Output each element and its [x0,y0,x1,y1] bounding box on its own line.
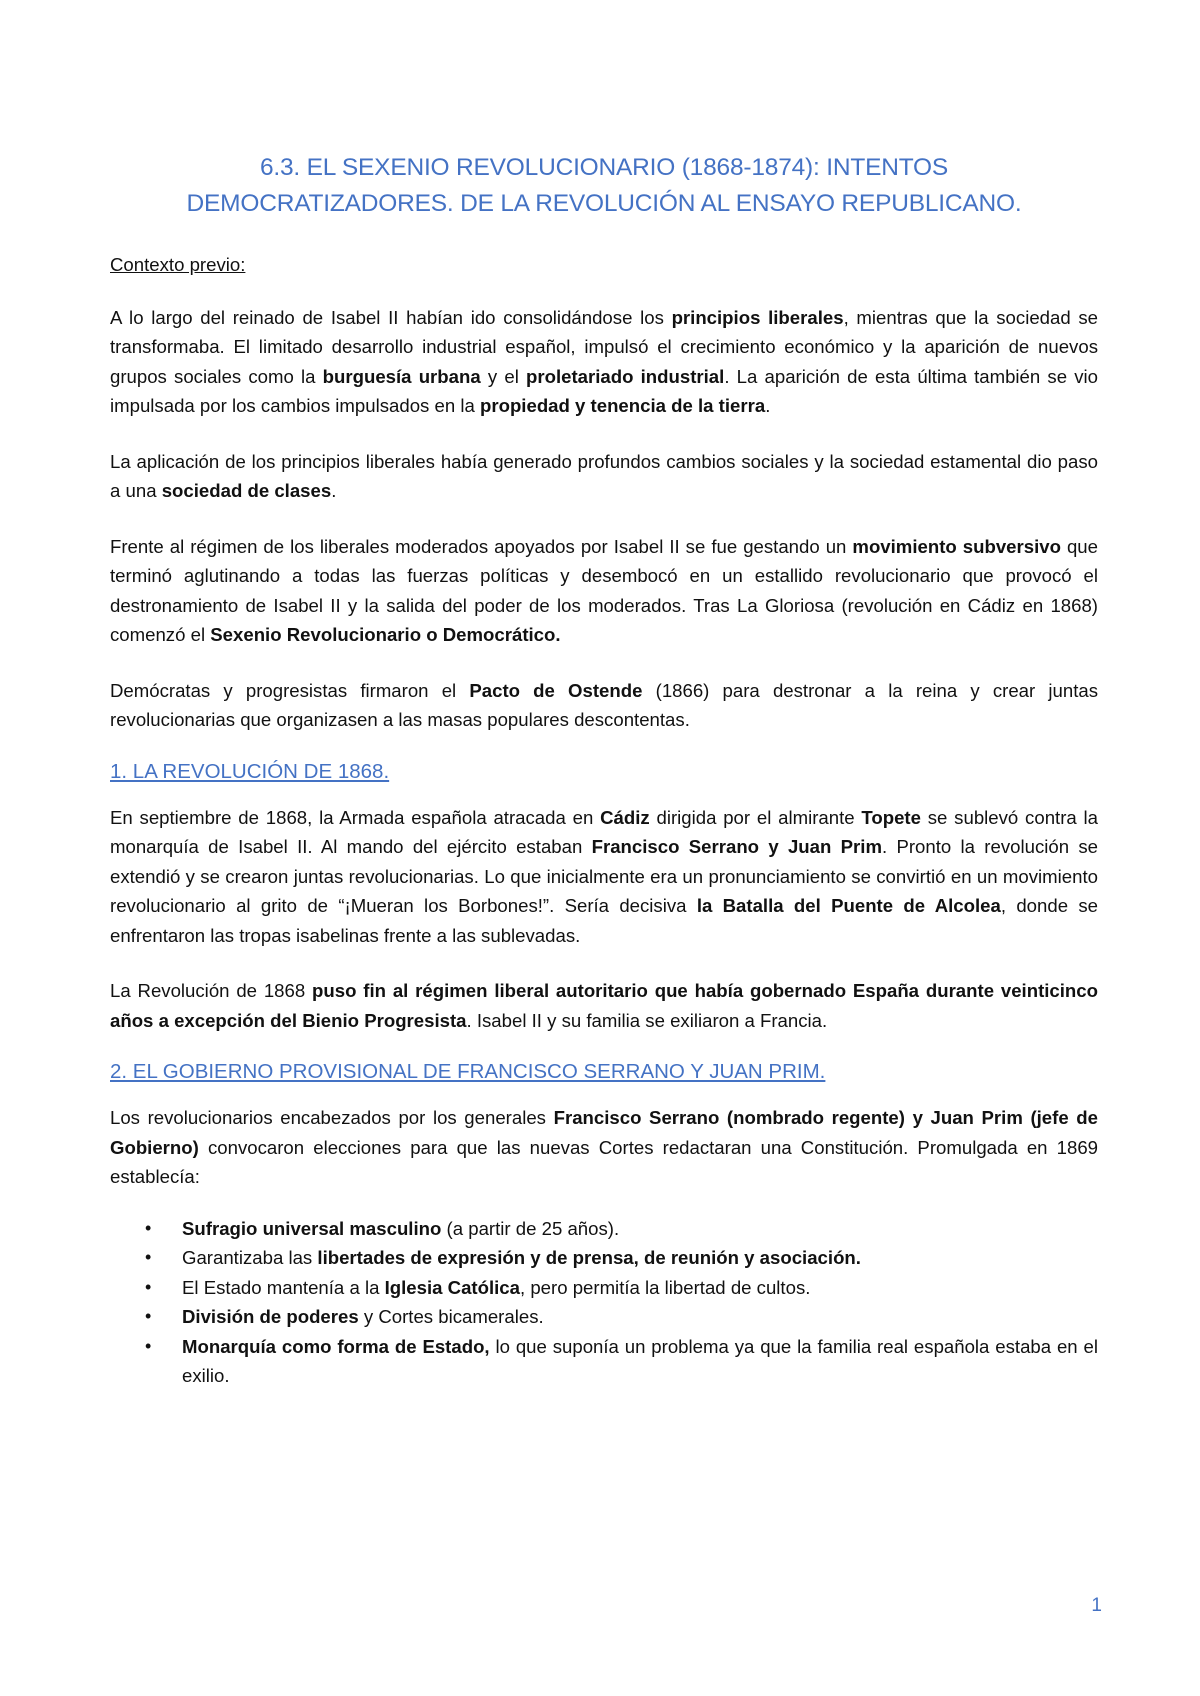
section-2-heading: 2. EL GOBIERNO PROVISIONAL DE FRANCISCO SERRANO Y JUAN PRIM. [110,1060,826,1083]
bold-run: principios liberales [671,306,844,328]
bold-run: proletariado industrial [526,365,725,387]
bold-run: Francisco Serrano (nombrado regente) y Juan Prim (jefe de Gobierno) [110,1107,1098,1158]
paragraph-context-3 [110,532,1098,650]
document-content [110,150,1098,1391]
bold-run: Monarquía como forma de Estado, [182,1335,490,1357]
text-run: , mientras que la sociedad se transformaba. El limitado desarrollo industrial español, impulsó el crecimiento económico y la aparición de nuevos grupos sociales como la [110,306,1099,387]
title-line-1: 6.3. EL SEXENIO REVOLUCIONARIO (1868-1874): INTENTOS [259,154,949,181]
text-run: La aplicación de los principios liberales había generado profundos cambios sociales y la sociedad estamental dio paso a una [110,450,1098,501]
text-run: Garantizaba las [182,1247,318,1268]
bold-run: la Batalla del Puente de Alcolea [696,895,1001,916]
text-run: Los revolucionarios encabezados por los generales [110,1107,554,1128]
paragraph-context-4 [110,676,1098,735]
list-item [110,1243,1098,1273]
paragraph-context-2 [110,447,1098,506]
text-run: (a partir de 25 años). [441,1217,620,1239]
text-run: que terminó aglutinando a todas las fuerzas políticas y desembocó en un estallido revolucionario que provocó el destronamiento de Isabel II y la salida del poder de los moderados. Tras La Gloriosa (revolución en Cádiz en 1868) comenzó el [110,535,1098,645]
text-run: convocaron elecciones para que las nuevas Cortes redactaran una Constitución. Promulgada en 1869 establecía: [110,1136,1098,1187]
section-1-heading: 1. LA REVOLUCIÓN DE 1868. [110,759,390,783]
text-run: y Cortes bicamerales. [358,1306,544,1327]
bullet-icon: • [145,1247,152,1267]
bold-run: Iglesia Católica [384,1276,520,1298]
bold-run: Sufragio universal masculino [182,1217,442,1239]
title-line-2: DEMOCRATIZADORES. DE LA REVOLUCIÓN AL ENSAYO REPUBLICANO. [186,190,1022,217]
list-item [110,1214,1098,1244]
constitution-bullet-list [110,1214,1098,1391]
bold-run: Topete [861,806,921,828]
page-number: 1 [1091,1595,1102,1616]
bullet-icon: • [145,1217,152,1238]
bold-run: División de poderes [182,1306,359,1327]
text-run: . Isabel II y su familia se exiliaron a Francia. [466,1009,828,1031]
bullet-icon: • [145,1306,152,1326]
text-run: y el [480,365,526,387]
bold-run: Sexenio Revolucionario o Democrático. [210,624,561,645]
text-run: . [331,480,337,501]
paragraph-context-1 [110,303,1098,421]
list-item [110,1273,1098,1303]
bold-run: movimiento subversivo [852,535,1061,557]
bold-run: libertades de expresión y de prensa, de reunión y asociación. [317,1247,861,1268]
text-run: . [765,395,771,416]
text-run: (1866) para destronar a la reina y crear juntas revolucionarias que organizasen a las masas populares descontentas. [110,679,1098,730]
text-run: Demócratas y progresistas firmaron el [110,679,470,701]
text-run: lo que suponía un problema ya que la familia real española estaba en el exilio. [182,1335,1098,1386]
bullet-icon: • [145,1335,152,1356]
bold-run: propiedad y tenencia de la tierra [480,395,766,416]
paragraph-section-2-a [110,1103,1098,1192]
list-item [110,1332,1098,1391]
text-run: . Pronto la revolución se extendió y se crearon juntas revolucionarias. Lo que inicialmente era un pronunciamiento se convirtió en un movimiento revolucionario al grito de “¡Mueran los Borbones!”. Sería decisiva [110,836,1098,916]
bullet-icon: • [145,1276,152,1297]
text-run: A lo largo del reinado de Isabel II habían ido consolidándose los [110,306,672,328]
bold-run: Francisco Serrano y Juan Prim [591,836,882,857]
bold-run: puso fin al régimen liberal autoritario que había gobernado España durante veinticinco años a excepción del Bienio Progresista [110,980,1098,1031]
paragraph-section-1-a [110,803,1098,951]
text-run: , donde se enfrentaron las tropas isabelinas frente a las sublevadas. [110,895,1098,946]
text-run: Frente al régimen de los liberales moderados apoyados por Isabel II se fue gestando un [110,535,853,557]
text-run: En septiembre de 1868, la Armada española atracada en [110,806,601,828]
text-run: dirigida por el almirante [649,806,862,828]
context-heading: Contexto previo: [110,254,246,275]
bold-run: Cádiz [600,806,650,828]
bold-run: burguesía urbana [322,365,481,387]
text-run: El Estado mantenía a la [182,1276,385,1298]
text-run: La Revolución de 1868 [110,980,313,1001]
text-run: se sublevó contra la monarquía de Isabel II. Al mando del ejército estaban [110,806,1098,857]
bold-run: Pacto de Ostende [469,679,643,701]
page-title [110,150,1098,222]
paragraph-section-1-b [110,976,1098,1035]
bold-run: sociedad de clases [161,480,332,501]
list-item [110,1302,1098,1332]
text-run: , pero permitía la libertad de cultos. [519,1276,811,1298]
text-run: . La aparición de esta última también se vio impulsada por los cambios impulsados en la [110,365,1098,416]
